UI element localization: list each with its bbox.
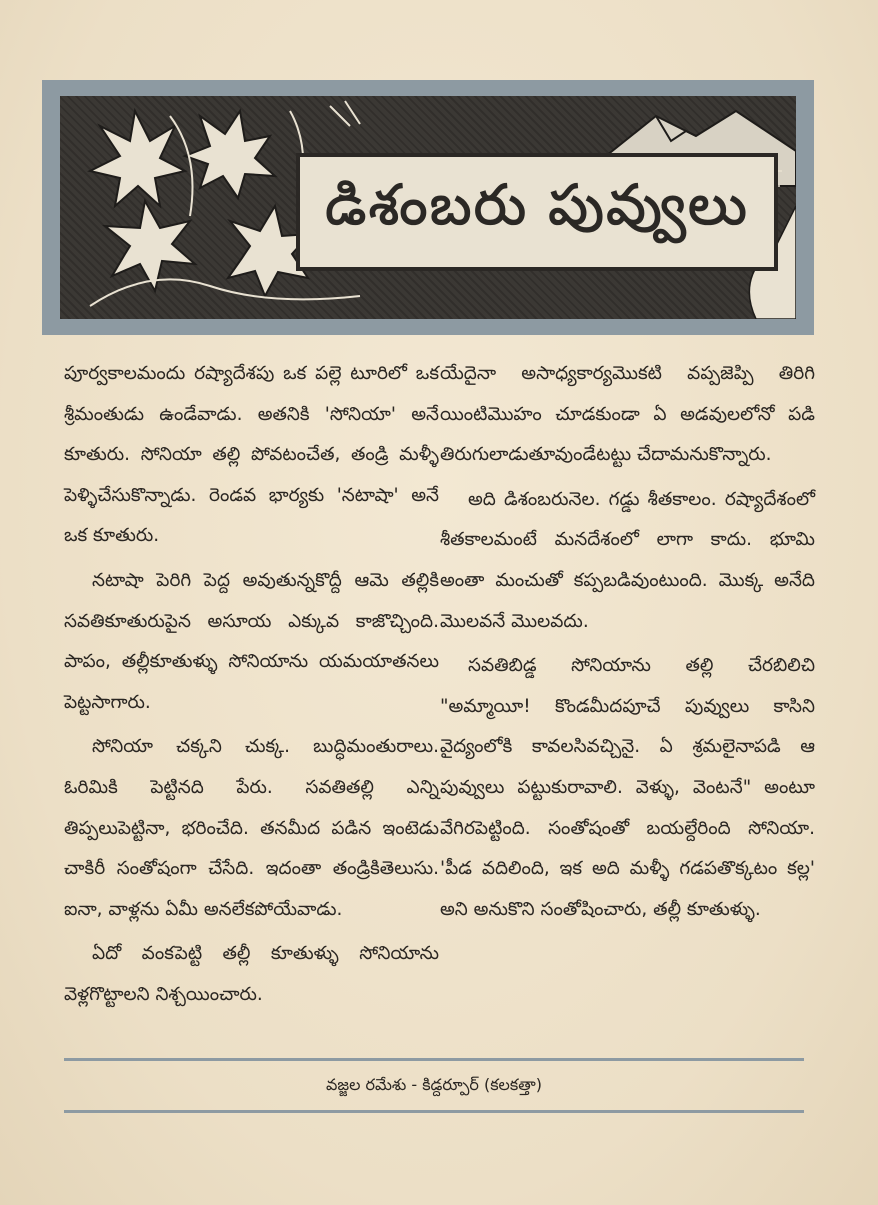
- paragraph: సోనియా చక్కని చుక్క. బుద్ధిమంతురాలు. ఓరిమికి పెట్టినది పేరు. సవతితల్లి ఎన్ని తిప్పలుపెట్టినా, భరించేది. తనమీద పడిన ఇంటెడు చాకిరీ సంతోషంగా చేసేది. ఇదంతా తండ్రికితెలుసు. ఐనా, వాళ్లను ఏమీ అనలేకపోయేవాడు.: [64, 736, 439, 920]
- right-column: [440, 354, 815, 930]
- footer-rule-bottom: [64, 1110, 804, 1113]
- paragraph: యేదైనా అసాధ్యకార్యమొకటి వప్పజెప్పి తిరిగి యింటిమొహం చూడకుండా ఏ అడవులలోనో పడి తిరుగులాడుతూవుండేటట్టు చేదామనుకొన్నారు.: [440, 363, 815, 466]
- paragraph: నటాషా పెరిగి పెద్ద అవుతున్నకొద్దీ ఆమె తల్లికి సవతికూతురుపైన అసూయ ఎక్కువ కాజొచ్చింది. పాపం, తల్లీకూతుళ్ళు సోనియాను యమయాతనలు పెట్టసాగారు.: [64, 569, 439, 713]
- page-title: డిశంబరు పువ్వులు: [325, 172, 749, 238]
- footer-rule-top: [64, 1058, 804, 1061]
- paragraph: సవతిబిడ్డ సోనియాను తల్లి చేరబిలిచి "అమ్మాయీ! కొండమీదపూచే పువ్వులు కాసిని వైద్యంలోకి కావలసివచ్చినై. ఏ శ్రమలైనాపడి ఆ పువ్వులు పట్టుకురావాలి. వెళ్ళు, వెంటనే" అంటూ వేగిరపెట్టింది. సంతోషంతో బయల్దేరింది సోనియా. 'పీడ వదిలింది, ఇక అది మళ్ళీ గడపతొక్కటం కల్ల' అని అనుకొని సంతోషించారు, తల్లీ కూతుళ్ళు.: [440, 655, 815, 920]
- banner-illustration: [60, 96, 796, 319]
- header-banner: [42, 80, 814, 335]
- author-byline: వజ్జల రమేశు - కిడ్దర్పూర్ (కలకత్తా): [326, 1075, 542, 1094]
- paragraph: ఏదో వంకపెట్టి తల్లీ కూతుళ్ళు సోనియాను వెళ్లగొట్టాలని నిశ్చయించారు.: [64, 943, 439, 1005]
- title-plate: [296, 153, 778, 271]
- left-column: [64, 354, 439, 1016]
- paragraph: అది డిశంబరునెల. గడ్డు శీతకాలం. రష్యాదేశంలో శీతకాలమంటే మనదేశంలో లాగా కాదు. భూమి అంతా మంచుతో కప్పబడివుంటుంది. మొక్క అనేది మొలవనే మొలవదు.: [440, 488, 815, 632]
- paragraph: పూర్వకాలమందు రష్యాదేశపు ఒక పల్లె టూరిలో ఒక శ్రీమంతుడు ఉండేవాడు. అతనికి 'సోనియా' అనే కూతురు. సోనియా తల్లి పోవటంచేత, తండ్రి మళ్ళీ పెళ్ళిచేసుకొన్నాడు. రెండవ భార్యకు 'నటాషా' అనే ఒక కూతురు.: [64, 363, 439, 547]
